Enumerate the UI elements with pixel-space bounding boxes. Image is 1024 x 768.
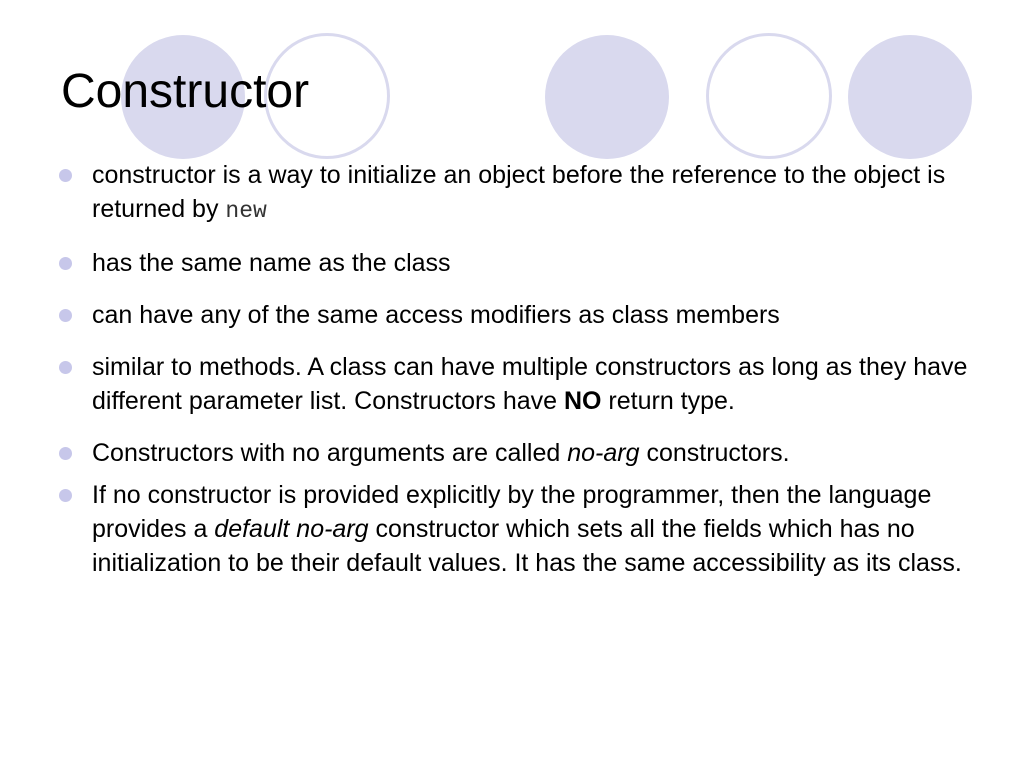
decorative-circle-filled — [848, 35, 972, 159]
bullet-dot-icon — [59, 169, 72, 182]
bullet-text: constructor is a way to initialize an object before the reference to the object is returned by — [92, 161, 946, 223]
bold-emphasis: NO — [563, 387, 602, 415]
bullet-text-tail: return type. — [601, 387, 735, 415]
code-keyword: new — [225, 198, 267, 224]
bullet-text-tail: constructors. — [639, 439, 790, 467]
bullet-text: If no constructor is provided explicitly by the programmer, then the language provides a — [92, 481, 932, 543]
bullet-dot-icon — [59, 309, 72, 322]
bullet-item — [56, 246, 990, 280]
bullet-dot-icon — [59, 361, 72, 374]
slide-title: Constructor — [61, 65, 310, 118]
bullet-dot-icon — [59, 447, 72, 460]
bullet-list — [56, 158, 990, 598]
decorative-circle-filled — [545, 35, 669, 159]
bullet-text: has the same name as the class — [92, 249, 451, 277]
bullet-item — [56, 436, 990, 470]
bullet-item — [56, 478, 990, 580]
bullet-item — [56, 298, 990, 332]
italic-term: default no-arg — [214, 515, 369, 543]
bullet-text: can have any of the same access modifiers as class members — [92, 301, 780, 329]
bullet-item — [56, 158, 990, 228]
bullet-text: Constructors with no arguments are called — [92, 439, 568, 467]
bullet-text-tail: constructor which sets all the fields which has no initialization to be their default values. It has the same accessibility as its class. — [92, 515, 962, 577]
decorative-circle-ring — [706, 33, 832, 159]
bullet-text: similar to methods. A class can have multiple constructors as long as they have different parameter list. Constructors have — [92, 353, 968, 415]
bullet-dot-icon — [59, 257, 72, 270]
italic-term: no-arg — [567, 439, 640, 467]
bullet-item — [56, 350, 990, 418]
bullet-dot-icon — [59, 489, 72, 502]
